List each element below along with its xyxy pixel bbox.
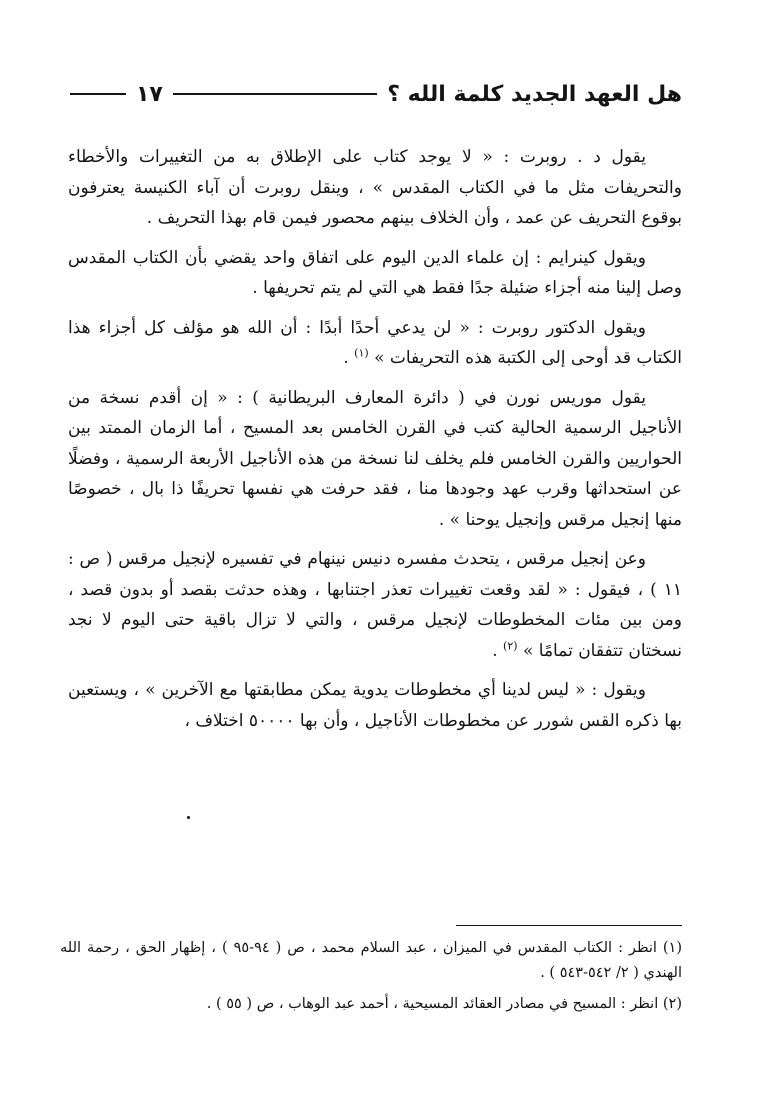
footnote-separator xyxy=(456,925,682,926)
footnotes xyxy=(60,936,682,1023)
footnote-ref-1: (١) xyxy=(354,346,369,360)
running-title: هل العهد الجديد كلمة الله ؟ xyxy=(387,81,682,107)
footnote-1: (١) انظر : الكتاب المقدس في الميزان ، عبد السلام محمد ، ص ( ٩٤-٩٥ ) ، إظهار الحق ، رحمة الله الهندي ( ٢/ ٥٤٢-٥٤٣ ) . xyxy=(60,940,683,981)
running-header xyxy=(70,74,682,114)
stray-dot xyxy=(187,816,190,819)
paragraph-5-text: وعن إنجيل مرقس ، يتحدث مفسره دنيس نينهام في تفسيره لإنجيل مرقس ( ص : ١١ ) ، فيقول : « لقد وقعت تغييرات تعذر اجتنابها ، وهذه حدثت بقصد أو بدون قصد ، ومن بين مئات المخطوطات لإنجيل مرقس ، والتي لا تزال باقية حتى اليوم لا نجد نسختان تتفقان تمامًا » xyxy=(68,549,682,661)
footnote-ref-2: (٢) xyxy=(503,638,518,652)
paragraph-1: يقول د . روبرت : « لا يوجد كتاب على الإطلاق به من التغييرات والأخطاء والتحريفات مثل ما في الكتاب المقدس » ، وينقل روبرت أن آباء الكنيسة يعترفون بوقوع التحريف عن عمد ، وأن الخلاف بينهم محصور فيمن قام بهذا التحريف . xyxy=(68,147,682,228)
footnote-2: (٢) انظر : المسيح في مصادر العقائد المسيحية ، أحمد عبد الوهاب ، ص ( ٥٥ ) . xyxy=(206,996,682,1012)
body-text xyxy=(68,142,682,745)
paragraph-5-tail: . xyxy=(492,640,504,661)
paragraph-4: يقول موريس نورن في ( دائرة المعارف البريطانية ) : « إن أقدم نسخة من الأناجيل الرسمية الحالية كتب في القرن الخامس بعد المسيح ، أما الزمان الممتد بين الحواريين والقرن الخامس فلم يخلف لنا نسخة من هذه الأناجيل الأربعة الرسمية ، وفضلًا عن استحداثها وقرب عهد وجودها منا ، فقد حرفت هي نفسها تحريفًا ذا بال ، خصوصًا منها إنجيل مرقس وإنجيل يوحنا » . xyxy=(68,387,682,530)
paragraph-5 xyxy=(68,544,682,666)
header-rule-long xyxy=(173,93,377,95)
paragraph-3-tail: . xyxy=(343,348,355,368)
header-rule-short xyxy=(70,93,126,95)
paragraph-3 xyxy=(68,313,682,374)
paragraph-3-text: ويقول الدكتور روبرت : « لن يدعي أحدًا أبدًا : أن الله هو مؤلف كل أجزاء هذا الكتاب قد أوحى إلى الكتبة هذه التحريفات » xyxy=(68,317,682,368)
paragraph-6: ويقول : « ليس لدينا أي مخطوطات يدوية يمكن مطابقتها مع الآخرين » ، ويستعين بها ذكره القس شورر عن مخطوطات الأناجيل ، وأن بها ٥٠٠٠٠ اختلاف ، xyxy=(68,680,682,731)
paragraph-2: ويقول كينرايم : إن علماء الدين اليوم على اتفاق واحد يقضي بأن الكتاب المقدس وصل إلينا منه أجزاء ضئيلة جدًا فقط هي التي لم يتم تحريفها . xyxy=(68,247,682,298)
page-number: ١٧ xyxy=(136,81,163,107)
